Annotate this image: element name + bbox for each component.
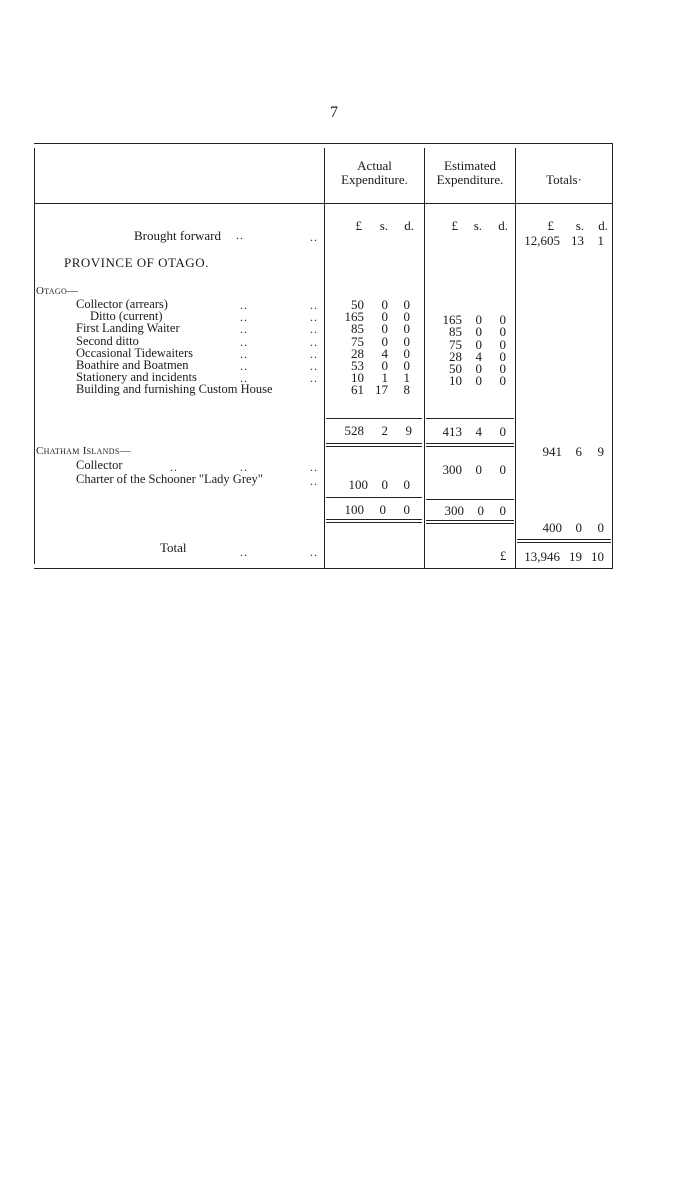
leader-dots: ..: [310, 310, 318, 325]
otago-item-actual-l: 85: [351, 321, 364, 337]
chatham-actual-double-rule: [326, 519, 422, 520]
otago-item-actual-l: 53: [351, 358, 364, 373]
chatham-subtotal-actual-l: 100: [344, 502, 364, 517]
otago-item-estimated-d: 0: [499, 336, 506, 352]
otago-heading: Otago—: [36, 285, 79, 297]
otago-item-label: Stationery and incidents: [76, 370, 197, 385]
chatham-actual-subtotal-rule: [326, 497, 422, 498]
leader-dots: ..: [240, 460, 248, 474]
otago-actual-subtotal-rule: [326, 418, 422, 419]
chatham-estimated-subtotal-rule: [426, 499, 514, 500]
leader-dots: ..: [310, 359, 318, 373]
grand-total-l: 13,946: [524, 549, 560, 564]
otago-item-estimated-l: 50: [449, 361, 462, 376]
otago-item-label: Collector (arrears): [76, 297, 168, 311]
otago-item-actual-d: 0: [403, 297, 410, 312]
otago-subtotal-actual-d: 9: [405, 423, 412, 438]
unit-pence-estimated: d.: [498, 218, 508, 233]
chatham-estimated-double-rule: [426, 520, 514, 521]
leader-dots: ..: [170, 460, 178, 474]
leader-dots: ..: [240, 322, 248, 337]
otago-item-actual-l: 28: [351, 345, 364, 361]
otago-item-actual-l: 165: [344, 309, 364, 325]
otago-subtotal-actual-l: 528: [344, 423, 364, 438]
table-top-rule: [34, 143, 612, 144]
otago-estimated-subtotal-rule: [426, 418, 514, 419]
column-rule-actual: [324, 148, 325, 568]
chatham-subtotal-estimated-s: 0: [477, 503, 484, 518]
brought-forward-label: Brought forward: [134, 228, 222, 243]
chatham-actual-double-rule: [326, 522, 422, 523]
otago-item-estimated-s: 0: [475, 336, 482, 352]
otago-item-estimated-l: 85: [449, 324, 462, 340]
unit-pence-actual: d.: [404, 218, 414, 233]
otago-subtotal-actual-s: 2: [381, 423, 388, 438]
unit-pence-totals: d.: [598, 218, 608, 233]
otago-item-actual-s: 4: [381, 345, 388, 361]
leader-dots: ..: [240, 334, 248, 349]
brought-forward-total-s: 13: [571, 233, 584, 248]
otago-item-actual-s: 0: [381, 358, 388, 373]
chatham-subtotal-estimated-d: 0: [499, 503, 506, 518]
otago-item-label: Building and furnishing Custom House: [76, 382, 273, 397]
leader-dots: ..: [240, 545, 248, 559]
header-rule: [34, 203, 612, 204]
chatham-collector-estimated-l: 300: [442, 462, 462, 477]
otago-item-label: Ditto (current): [90, 309, 163, 324]
otago-item-actual-d: 0: [403, 309, 410, 325]
header-actual-line1: Actual: [357, 158, 392, 173]
column-rule-estimated: [424, 148, 425, 568]
otago-item-estimated-s: 0: [475, 324, 482, 340]
otago-item-actual-l: 75: [351, 333, 364, 349]
otago-item-estimated-d: 0: [499, 348, 506, 364]
leader-dots: ..: [240, 346, 248, 361]
chatham-item-label: Charter of the Schooner "Lady Grey": [76, 472, 263, 486]
otago-item-estimated-d: 0: [499, 312, 506, 328]
unit-shilling-totals: s.: [575, 218, 584, 233]
leader-dots: ..: [240, 371, 248, 386]
otago-subtotal-estimated-s: 4: [475, 424, 482, 439]
leader-dots: ..: [310, 230, 318, 244]
otago-item-actual-d: 1: [403, 370, 410, 386]
leader-dots: ..: [310, 545, 318, 559]
otago-actual-double-rule: [326, 443, 422, 444]
otago-item-actual-s: 1: [381, 370, 388, 386]
chatham-subtotal-estimated-l: 300: [444, 503, 464, 518]
otago-item-actual-s: 0: [381, 309, 388, 325]
otago-item-estimated-l: 10: [449, 373, 462, 389]
otago-item-actual-d: 8: [403, 382, 410, 398]
brought-forward-total-l: 12,605: [524, 233, 560, 248]
header-estimated: [425, 159, 515, 187]
chatham-total-l: 400: [542, 520, 562, 535]
chatham-total-s: 0: [575, 520, 582, 535]
leader-dots: ..: [310, 322, 318, 337]
header-estimated-line2: Expenditure.: [436, 172, 504, 187]
leader-dots: ..: [240, 359, 248, 373]
grand-total-label: Total: [160, 540, 187, 555]
otago-item-actual-d: 0: [403, 333, 410, 349]
unit-pound-actual: £: [355, 218, 362, 233]
otago-item-actual-s: 0: [381, 297, 388, 312]
otago-item-estimated-d: 0: [499, 361, 506, 376]
otago-item-estimated-l: 28: [449, 348, 462, 364]
otago-item-estimated-d: 0: [499, 324, 506, 340]
chatham-collector-estimated-s: 0: [475, 462, 482, 477]
otago-item-actual-s: 0: [381, 321, 388, 337]
otago-total-l: 941: [542, 444, 562, 459]
header-actual-line2: Expenditure.: [341, 172, 408, 187]
leader-dots: ..: [310, 298, 318, 312]
otago-estimated-double-rule: [426, 446, 514, 447]
leader-dots: ..: [310, 334, 318, 349]
totals-rule: [517, 539, 611, 540]
otago-subtotal-estimated-l: 413: [442, 424, 462, 439]
otago-item-estimated-l: 165: [442, 312, 462, 328]
leader-dots: ..: [240, 298, 248, 312]
table-bottom-rule: [34, 568, 612, 569]
chatham-charter-actual-l: 100: [348, 477, 368, 492]
otago-item-actual-d: 0: [403, 345, 410, 361]
chatham-subtotal-actual-s: 0: [379, 502, 386, 517]
otago-item-label: Second ditto: [76, 333, 139, 348]
leader-dots: ..: [310, 346, 318, 361]
otago-estimated-double-rule: [426, 443, 514, 444]
page-number: 7: [330, 104, 338, 121]
unit-pound-totals: £: [547, 218, 554, 233]
otago-item-actual-s: 17: [375, 382, 388, 398]
header-totals: Totals·: [546, 172, 582, 187]
chatham-estimated-double-rule: [426, 523, 514, 524]
leader-dots: ..: [310, 460, 318, 474]
otago-item-actual-l: 10: [351, 370, 364, 386]
otago-item-actual-l: 61: [351, 382, 364, 398]
header-actual: [325, 159, 424, 187]
otago-item-estimated-s: 0: [475, 373, 482, 389]
otago-item-label: First Landing Waiter: [76, 321, 180, 336]
grand-total-d: 10: [591, 549, 604, 564]
chatham-heading: Chatham Islands—: [36, 445, 131, 457]
leader-dots: ..: [310, 371, 318, 386]
chatham-item-label: Collector: [76, 458, 123, 472]
chatham-total-d: 0: [597, 520, 604, 535]
otago-item-actual-s: 0: [381, 333, 388, 349]
unit-shilling-actual: s.: [379, 218, 388, 233]
totals-rule: [517, 542, 611, 543]
column-rule-totals: [515, 148, 516, 568]
chatham-charter-actual-s: 0: [381, 477, 388, 492]
unit-pound-estimated: £: [451, 218, 458, 233]
brought-forward-total-d: 1: [597, 233, 604, 248]
otago-item-estimated-s: 4: [475, 348, 482, 364]
leader-dots: ..: [310, 474, 318, 488]
unit-shilling-estimated: s.: [473, 218, 482, 233]
otago-item-estimated-s: 0: [475, 312, 482, 328]
otago-item-estimated-l: 75: [449, 336, 462, 352]
chatham-collector-estimated-d: 0: [499, 462, 506, 477]
otago-item-actual-l: 50: [351, 297, 364, 312]
table-right-rule: [612, 143, 613, 569]
chatham-subtotal-actual-d: 0: [403, 502, 410, 517]
otago-item-estimated-s: 0: [475, 361, 482, 376]
leader-dots: ..: [236, 228, 244, 242]
otago-total-s: 6: [575, 444, 582, 459]
header-estimated-line1: Estimated: [444, 158, 496, 173]
otago-item-estimated-d: 0: [499, 373, 506, 389]
table-left-rule: [34, 148, 35, 564]
otago-item-label: Occasional Tidewaiters: [76, 345, 193, 360]
otago-total-d: 9: [597, 444, 604, 459]
otago-item-actual-d: 0: [403, 358, 410, 373]
grand-total-s: 19: [569, 549, 582, 564]
chatham-charter-actual-d: 0: [403, 477, 410, 492]
otago-item-label: Boathire and Boatmen: [76, 358, 189, 372]
otago-item-actual-d: 0: [403, 321, 410, 337]
leader-dots: ..: [240, 310, 248, 325]
otago-subtotal-estimated-d: 0: [499, 424, 506, 439]
otago-actual-double-rule: [326, 446, 422, 447]
province-heading: PROVINCE OF OTAGO.: [64, 255, 209, 270]
grand-total-currency: £: [500, 549, 507, 563]
